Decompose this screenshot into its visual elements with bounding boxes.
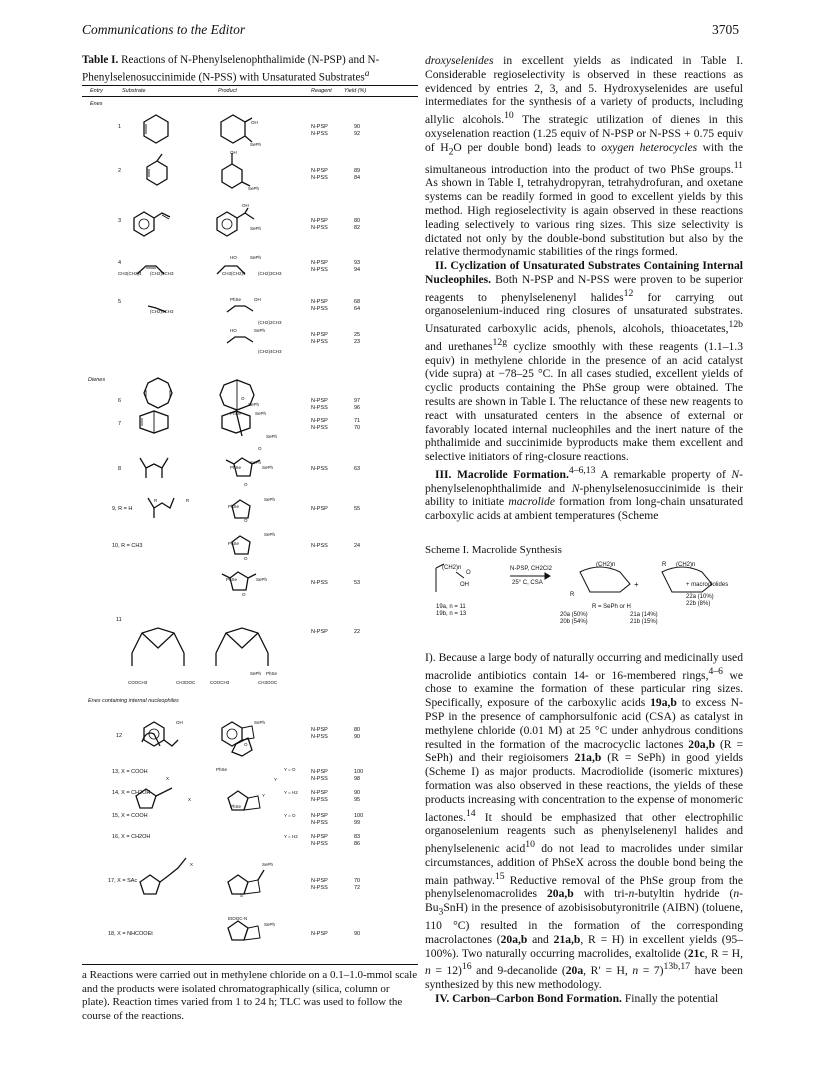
label-y: Y [274,777,278,782]
yield: 83 [354,834,361,840]
lactone-13-structure [232,738,252,756]
label-alkyl: (CH2)2CH3 [258,320,282,325]
yield: 64 [354,306,361,312]
label-ester: CH3OOC [258,680,278,685]
label-seph: SePh [250,460,262,465]
yield: 63 [354,466,361,472]
yield: 23 [354,339,361,345]
label-alkyl: (CH2)4CH3 [258,349,282,354]
entry-number: 4 [118,260,122,266]
reagent: N-PSS [311,820,328,826]
label-seph: SePh [250,671,262,676]
col-substrate: Substrate [122,88,146,94]
section-enes: Enes [90,101,103,107]
label-y-o: Y = O [284,767,296,772]
label-r: R [154,498,158,503]
label-y: Y [262,793,266,798]
yield: 90 [354,734,361,740]
table-header [82,85,418,97]
yield: 80 [354,218,361,224]
reagent: N-PSS [311,339,328,345]
yield: 90 [354,790,361,796]
entry-number: 2 [118,168,122,174]
table-caption-text: Reactions of N-Phenylselenophthalimide (N-PSP) and N-Phenylselenosuccinimide (N-PSS) with Unsaturated Substrates [82,54,380,84]
entry-number: 11 [116,617,122,623]
yield: 86 [354,841,361,847]
reagent: N-PSS [311,841,328,847]
running-header-journal: Communications to the Editor [82,22,246,37]
reagent: N-PSP [311,299,328,305]
section-dienes: Dienes [88,377,106,383]
label-o: O [242,592,246,597]
label-phse: PhSe [226,577,238,582]
substrate-chain-label: (CH2)n [442,565,462,571]
reagent: N-PSP [311,124,328,130]
diene-8-structure [140,458,168,468]
label-x: X [166,776,170,781]
yield: 84 [354,175,361,181]
plus-sign: + [634,580,639,589]
label-oh: OH [176,720,183,725]
yield: 97 [354,398,361,404]
entry-number: 17, X = SAc [108,878,138,884]
entry-number: 5 [118,299,122,305]
label-seph: SePh [250,255,262,260]
product-r-label: R [662,562,667,568]
macrodiolides-label: + macrodiolides [686,582,729,588]
label-phse: PhSe [216,767,228,772]
reagent: N-PSS [311,466,328,472]
col-product: Product [218,88,237,94]
right-column-text: droxyselenides in excellent yields as indicated in Table I. Considerable regioselectivity is observed in these reactions as evidenced by entries 2, 3, and 5. Hydroxyselenides are useful intermediates for the synthesis of a variety of products, including allylic alcohols.$^{10}$ The strategic utilization of dienes in this oxyselenation reaction (1.25 equiv of N-PSP or N-PSS + 0.75 equiv of $H_2O$ per double bond) leads to oxygen heterocycles with the simultaneous introduction into the product of two PhSe groups.$^{11}$ As shown in Table I, tetrahydropyran, tetrahydrofuran, and oxetane systems can be readily formed in good to excellent yields by this method. High regioselectivity is again observed in these reactions leading selectively to various ring sizes. This size selectivity is dictated not only by the double-bond substitution but also by the relative thermodynamic stabilities of the rings formed. II. Cyclization of Unsaturated Substrates Containing Internal Nucleophiles. Both N-PSP and N-PSS were proven to be superior reagents to phenylselenenyl halides$^{12}$ for carrying out organoselenium-induced ring closures of unsaturated substrates. Unsaturated carboxylic acids, phenols, alcohols, thioacetates,$^{12b}$ and urethanes$^{12g}$ cyclize smoothly with these reagents (1.1–1.3 equiv) in methylene chloride in the presence of an acid catalyst (vide supra) at −78–25 °C. In all cases studied, excellent yields of cyclic products containing the PhSe group were obtained. The results are shown in Table I. The reluctance of these new reagents to react with unsaturated centers in the absence of external or favorably located internal nucleophiles and the inert nature of the phthalimide and succinimide byproducts make them excellent and selective initiators of ring-closure reactions. III. Macrolide Formation.$^{4-6,13}$ A remarkable property of N-phenylselenophthalimide and N-phenylselenosuccinimide is their ability to initiate macrolide formation from long-chain unsaturated carboxylic acids at ambient temperatures (Scheme [425,54,744,523]
reagent: N-PSS [311,131,328,137]
label-phse: PhSe [228,541,240,546]
label-x: X [190,862,194,867]
reagent: N-PSS [311,885,328,891]
reagent: N-PSP [311,629,328,635]
label-phse: PhSe [230,411,242,416]
label-seph: SePh [256,577,268,582]
label-seph: SePh [250,226,262,231]
label-r: R [186,498,190,503]
yield: 98 [354,776,361,782]
yield: 70 [354,425,361,431]
yield: 90 [354,931,361,937]
cyclohexanol-structure [221,115,245,143]
compound-19a-label: 19a, n = 11 [436,604,466,610]
entry-number: 10, R = CH3 [112,543,143,549]
product-2-structure [222,164,242,188]
label-oh: OH [251,120,258,125]
yield: 24 [354,543,361,549]
reagent: N-PSS [311,405,328,411]
col-entry: Entry [90,88,103,94]
col-reagent: Reagent [311,88,332,94]
label-o: O [244,518,248,523]
label-etooc-n: EtOOC-N [228,916,248,921]
reagent: N-PSS [311,425,328,431]
entry-number: 8 [118,466,122,472]
reagent: N-PSP [311,168,328,174]
compound-21a-label: 21a (14%) [630,612,658,618]
substrate-o-label: O [466,570,471,576]
cyclopentene-17-structure [140,875,160,894]
product-5b-structure [227,337,253,343]
yield: 25 [354,332,361,338]
label-seph: SePh [262,862,274,867]
label-ho: HO [230,328,237,333]
right-column-text-continued: I). Because a large body of naturally occurring and medicinally used macrolide antibiotics contain 14- or 16-membered rings,$^{4-6}$ we chose to examine the formation of these particular ring sizes. Specifically, exposure of the carboxylic acids 19a,b to excess N-PSP in the presence of camphorsulfonic acid (CSA) as catalyst in methylene chloride (0.01 M) at 25 °C under anhydrous conditions resulted in the formation of the macrocyclic lactones 20a,b (R = SePh) and their regioisomers 21a,b (R = SePh) in good yields (Scheme I) as major products. Macrodiolide (isomeric mixtures) formation was also observed in these reactions, the yields of these products increasing with concentration to the expense of monomeric lactones.$^{14}$ It should be emphasized that other electrophilic organoselenium reagents such as phenylselenenyl halides and phenylselenenic acid$^{10}$ do not lead to macrolides under similar circumstances, addition of PhSeX across the double bond being the main pathway.$^{15}$ Reductive removal of the PhSe group from the phenylselenomacrolides 20a,b with tri-n-butyltin hydride $(n-Bu_3SnH)$ in the presence of azobisisobutyronitrile (AIBN) (toluene, 110 °C) resulted in the formation of the corresponding macrolactones (20a,b and 21a,b, R = H) in excellent yields (95–100%). Two naturally occurring macrolides, exaltolide (21c, R = H, n = 12)$^{16}$ and 9-decanolide (20a, R′ = H, n = 7)$^{13b,17}$ have been synthesized by this new methodology. IV. Carbon–Carbon Bond Formation. Finally the potential [425,651,744,1005]
entry-number: 13, X = COOH [112,769,148,775]
reagent: N-PSS [311,175,328,181]
product-chain-label: (CH2)n [596,562,616,568]
label-alkyl: (CH2)3CH3 [258,271,282,276]
label-seph: SePh [264,532,276,537]
entry-number: 9, R = H [112,506,133,512]
label-alkyl: (CH2)3CH3 [150,271,174,276]
label-x: X [188,797,192,802]
reagent: N-PSS [311,776,328,782]
page-number: 3705 [712,22,739,37]
table-caption-note: a [364,68,370,79]
styrene-structure [134,212,154,236]
compound-22b-label: 22b (8%) [686,601,711,607]
entry-number: 7 [118,421,122,427]
reagent: N-PSS [311,580,328,586]
conditions-bottom: 25° C, CSA [512,580,543,586]
yield: 72 [354,885,361,891]
label-seph: SePh [264,922,276,927]
entry-number: 3 [118,218,122,224]
entry-number: 16, X = CH2OH [112,834,151,840]
yield: 89 [354,168,361,174]
table-caption-label: Table I. [82,54,119,66]
cyclohexene-structure [144,115,168,143]
label-o: O [244,482,248,487]
compound-20b-label: 20b (54%) [560,619,588,625]
reagent: N-PSP [311,878,328,884]
reagent: N-PSS [311,797,328,803]
yield: 55 [354,506,361,512]
product-11-structure [216,628,268,666]
yield: 71 [354,418,361,424]
cyclooctadiene-structure [144,378,172,408]
compound-20a-label: 20a (50%) [560,612,588,618]
reagent: N-PSP [311,260,328,266]
label-y-h2: Y = H2 [284,834,298,839]
reagent: N-PSP [311,931,328,937]
reagent: N-PSS [311,543,328,549]
table-caption [82,54,422,85]
label-ester: CH3OOC [176,680,196,685]
label-s: S [240,893,244,898]
product-5a-structure [227,306,253,312]
label-o: O [244,742,248,747]
reagent: N-PSS [311,734,328,740]
label-oh: OH [242,203,249,208]
entry-number: 14, X = CH2OH [112,790,151,796]
yield: 90 [354,124,361,130]
yield: 93 [354,260,361,266]
label-seph: SePh [266,434,278,439]
diene-ester-11-structure [132,628,184,666]
reagent: N-PSP [311,834,328,840]
reagent: N-PSP [311,418,328,424]
yield: 99 [354,820,361,826]
label-seph: SePh [262,465,274,470]
yield: 95 [354,797,361,803]
label-seph: SePh [255,411,267,416]
label-o: O [241,396,245,401]
substrate-oh-label: OH [460,582,469,588]
yield: 94 [354,267,361,273]
section-internal-nucleophiles: Enes containing internal nucleophiles [88,698,179,704]
label-o: O [244,556,248,561]
reagent: N-PSS [311,225,328,231]
yield: 82 [354,225,361,231]
table-footnote: a Reactions were carried out in methylene chloride on a 0.1–1.0-mmol scale and the products were isolated chromatographically (silica, column or plate). Reaction times varied from 1 to 24 h; TLC was used to follow the course of the reactions. [82,964,418,1023]
methylcyclohexene-structure [147,161,167,185]
label-ester: COOCH3 [128,680,148,685]
label-phse: PhSe [228,504,240,509]
reagent: N-PSP [311,218,328,224]
product-r-label: R [570,592,575,598]
col-yield: Yield (%) [344,88,367,94]
reagent: N-PSS [311,267,328,273]
label-seph: SePh [248,186,260,191]
label-phse: PhSe [266,671,278,676]
label-phse: PhSe [230,297,242,302]
reagent: N-PSP [311,332,328,338]
reagent: N-PSP [311,813,328,819]
label-seph: SePh [254,720,266,725]
entry-number: 6 [118,398,122,404]
label-seph: SePh [248,402,260,407]
compound-21b-label: 21b (15%) [630,619,658,625]
product-chain-label: (CH2)n [676,562,696,568]
entry-number: 1 [118,124,122,130]
label-alkyl: CH3(CH2)4 [118,271,142,276]
label-seph: SePh [250,142,262,147]
label-oh: OH [230,150,237,155]
reagent: N-PSP [311,398,328,404]
label-alkyl: (CH2)4CH3 [150,309,174,314]
yield: 53 [354,580,361,586]
yield: 100 [354,813,364,819]
yield: 22 [354,629,361,635]
conditions-top: N-PSP, CH2Cl2 [510,566,552,572]
label-oh: OH [254,297,261,302]
label-seph: SePh [254,328,266,333]
product-9-structure [232,500,250,518]
scheme-macrolide-synthesis [430,562,748,632]
entry-number: 18, X = NHCOOEt [108,931,153,937]
entry-number: 12 [116,733,123,739]
diene-9-structure [148,498,174,508]
scheme-title: Scheme I. Macrolide Synthesis [425,544,562,556]
cyclopentene-15-structure [136,789,156,808]
label-y-h2: Y = H2 [284,790,298,795]
yield: 100 [354,769,364,775]
label-alkyl: CH3(CH2)4 [222,271,246,276]
compound-19b-label: 19b, n = 13 [436,611,467,617]
yield: 68 [354,299,361,305]
label-phse: PhSe [230,804,242,809]
reagent: N-PSS [311,306,328,312]
yield: 80 [354,727,361,733]
yield: 96 [354,405,361,411]
reagent: N-PSP [311,506,328,512]
reagent: N-PSP [311,769,328,775]
label-seph: SePh [264,497,276,502]
reagent: N-PSP [311,790,328,796]
compound-22a-label: 22a (10%) [686,594,714,600]
label-o: O [258,446,262,451]
label-phse: PhSe [230,465,242,470]
entry-number: 15, X = COOH [112,813,148,819]
yield: 92 [354,131,361,137]
product-3-structure [217,212,237,236]
label-ho: HO [230,255,237,260]
label-y-o: Y = O [284,813,296,818]
label-ester: COOCH3 [210,680,230,685]
yield: 70 [354,878,361,884]
r-definition: R = SePh or H [592,604,631,610]
reagent: N-PSP [311,727,328,733]
